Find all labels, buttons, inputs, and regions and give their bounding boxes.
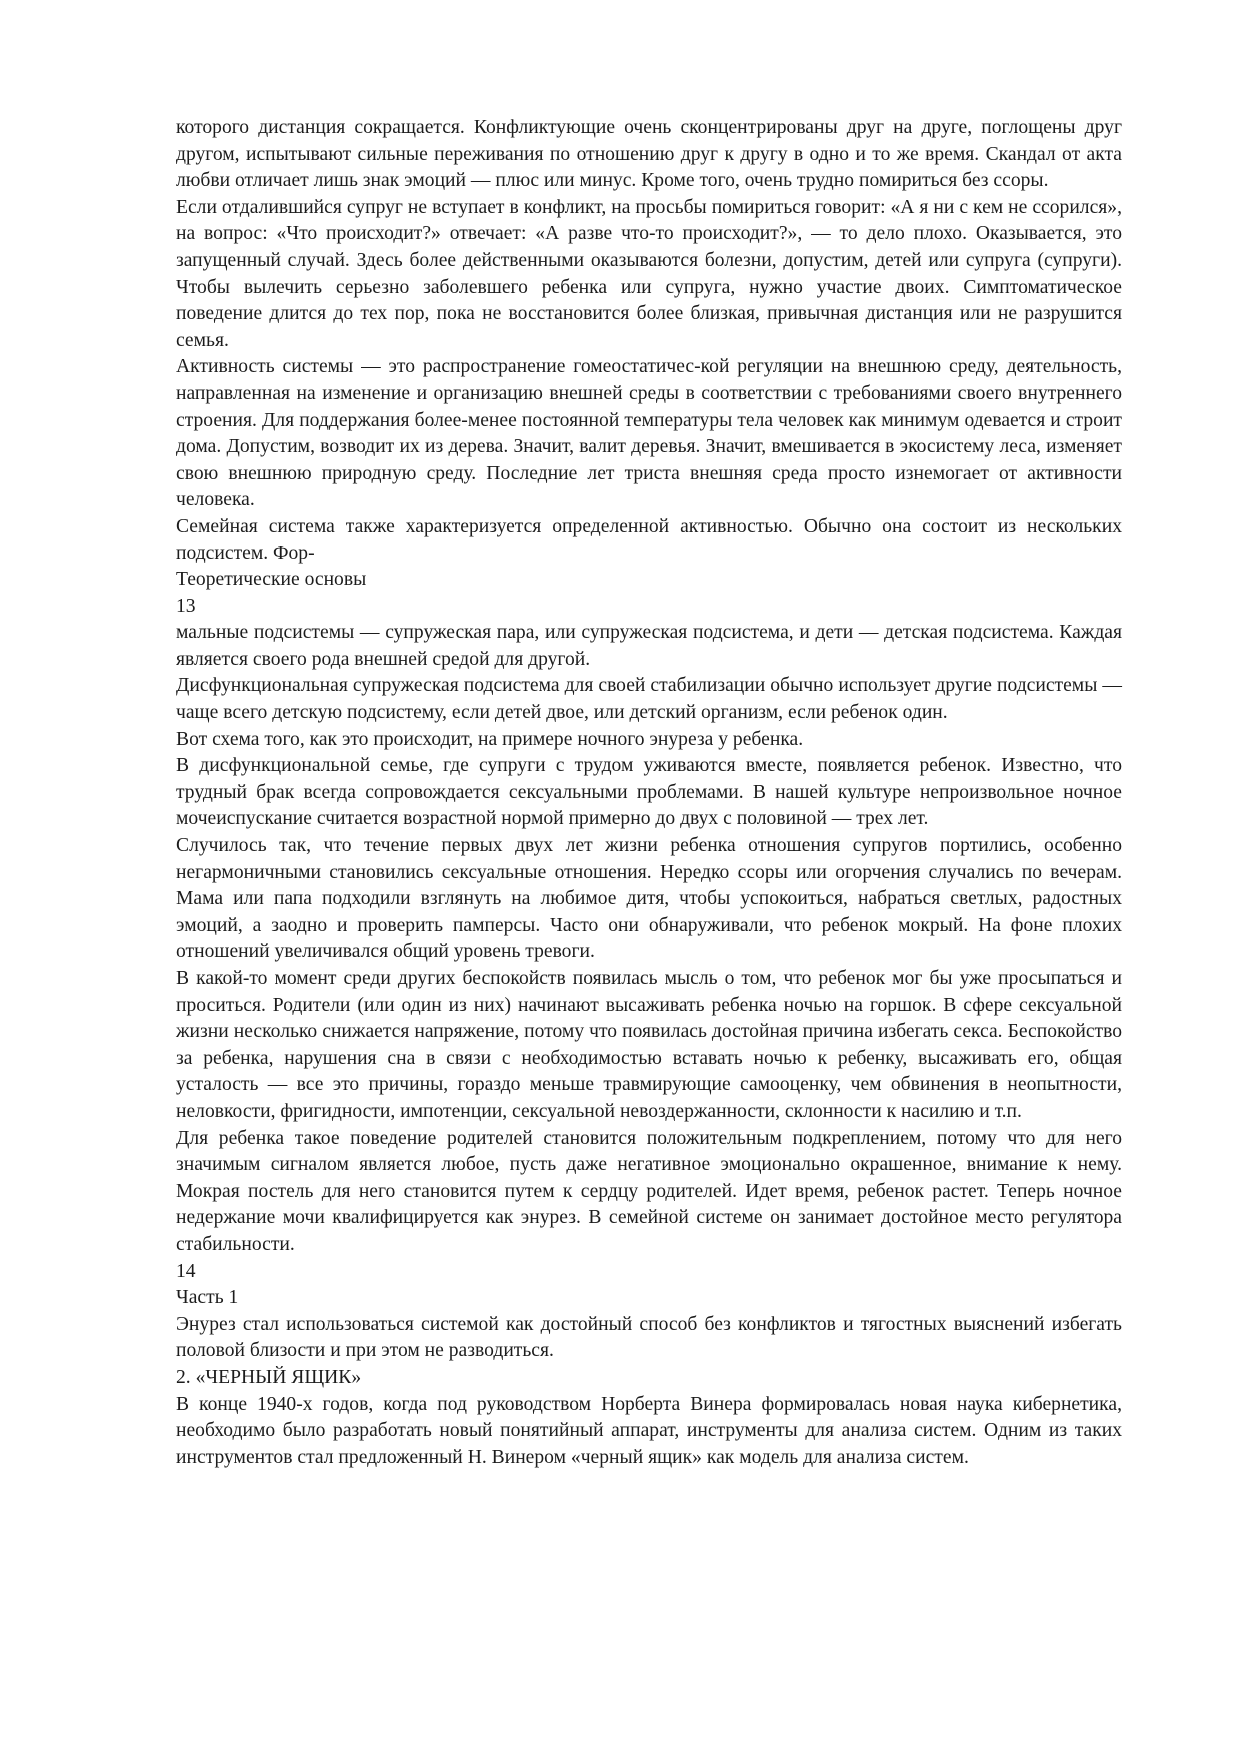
paragraph-family-subsystems: Семейная система также характеризуется определенной активностью. Обычно она состоит из нескольких подсистем. Фор- [176,515,1122,564]
paragraph-system-activity: Активность системы — это распространение гомеостатичес-кой регуляции на внешнюю среду, деятельность, направленная на изменение и организацию внешней среды в соответствии с требованиями своего внутреннего строения. Для поддержания более-менее постоянной температуры тела человек как минимум одевается и строит дома. Допустим, возводит их из дерева. Значит, валит деревья. Значит, вмешивается в экосистему леса, изменяет свою внешнюю природную среду. Последние лет триста внешняя среда просто изнемогает от активности человека. [176,356,1122,511]
paragraph-formal-subsystems: мальные подсистемы — супружеская пара, или супружеская подсистема, и дети — детская подсистема. Каждая является своего рода внешней средой для другой. [176,622,1122,670]
paragraph-enuresis-scheme: Вот схема того, как это происходит, на примере ночного энуреза у ребенка. [176,728,804,750]
running-header-part-1: Часть 1 [176,1287,239,1309]
page-number-14: 14 [176,1260,196,1282]
section-heading-black-box: 2. «ЧЕРНЫЙ ЯЩИК» [176,1366,362,1388]
paragraph-distance-conflict: которого дистанция сокращается. Конфликтующие очень сконцентрированы друг на друге, поглощены друг другом, испытывают сильные переживания по отношению друг к другу в одно и то же время. Скандал от акта любви отличает лишь знак эмоций — плюс или минус. Кроме того, очень трудно помириться без ссоры. [176,117,1122,192]
page-number-13: 13 [176,595,196,617]
running-header-theory: Теоретические основы [176,569,367,591]
document-page [176,115,1122,1471]
paragraph-dysfunctional-family: В дисфункциональной семье, где супруги с трудом уживаются вместе, появляется ребенок. Известно, что трудный брак всегда сопровождается сексуальными проблемами. В нашей культуре непроизвольное ночное мочеиспускание считается возрастной нормой примерно до двух с половиной — трех лет. [176,755,1122,830]
paragraph-first-two-years: Случилось так, что течение первых двух лет жизни ребенка отношения супругов портились, особенно негармоничными становились сексуальные отношения. Нередко ссоры или огорчения случались по вечерам. Мама или папа подходили взглянуть на любимое дитя, чтобы успокоиться, набраться светлых, радостных эмоций, а заодно и проверить памперсы. Часто они обнаруживали, что ребенок мокрый. На фоне плохих отношений увеличивался общий уровень тревоги. [176,835,1122,963]
paragraph-enuresis-system: Энурез стал использоваться системой как достойный способ без конфликтов и тягостных выяснений избегать половой близости и при этом не разводиться. [176,1313,1122,1362]
paragraph-dysfunctional-subsystem: Дисфункциональная супружеская подсистема для своей стабилизации обычно использует другие подсистемы — чаще всего детскую подсистему, если детей двое, или детский организм, если ребенок один. [176,675,1122,724]
paragraph-wiener-cybernetics: В конце 1940-х годов, когда под руководством Норберта Винера формировалась новая наука кибернетика, необходимо было разработать новый понятийный аппарат, инструменты для анализа систем. Одним из таких инструментов стал предложенный Н. Винером «черный ящик» как модель для анализа систем. [176,1393,1122,1468]
paragraph-positive-reinforcement: Для ребенка такое поведение родителей становится положительным подкреплением, потому что для него значимым сигналом является любое, пусть даже негативное эмоционально окрашенное, внимание к нему. Мокрая постель для него становится путем к сердцу родителей. Идет время, ребенок растет. Теперь ночное недержание мочи квалифицируется как энурез. В семейной системе он занимает достойное место регулятора стабильности. [176,1127,1122,1255]
paragraph-distant-spouse: Если отдалившийся супруг не вступает в конфликт, на просьбы помириться говорит: «А я ни с кем не ссорился», на вопрос: «Что происходит?» отвечает: «А разве что-то происходит?», — то дело плохо. Оказывается, это запущенный случай. Здесь более действенными оказываются болезни, допустим, детей или супруга (супруги). Чтобы вылечить серьезно заболевшего ребенка или супруга, нужно участие двоих. Симптоматическое поведение длится до тех пор, пока не восстановится более близкая, привычная дистанция или не разрушится семья. [176,196,1122,351]
paragraph-anxiety-moment: В какой-то момент среди других беспокойств появилась мысль о том, что ребенок мог бы уже просыпаться и проситься. Родители (или один из них) начинают высаживать ребенка ночью на горшок. В сфере сексуальной жизни несколько снижается напряжение, потому что появилась достойная причина избегать секса. Беспокойство за ребенка, нарушения сна в связи с необходимостью вставать ночью к ребенку, высаживать его, общая усталость — все это причины, гораздо меньше травмирующие самооценку, чем обвинения в неопытности, неловкости, фригидности, импотенции, сексуальной невоздержанности, склонности к насилию и т.п. [176,968,1122,1122]
